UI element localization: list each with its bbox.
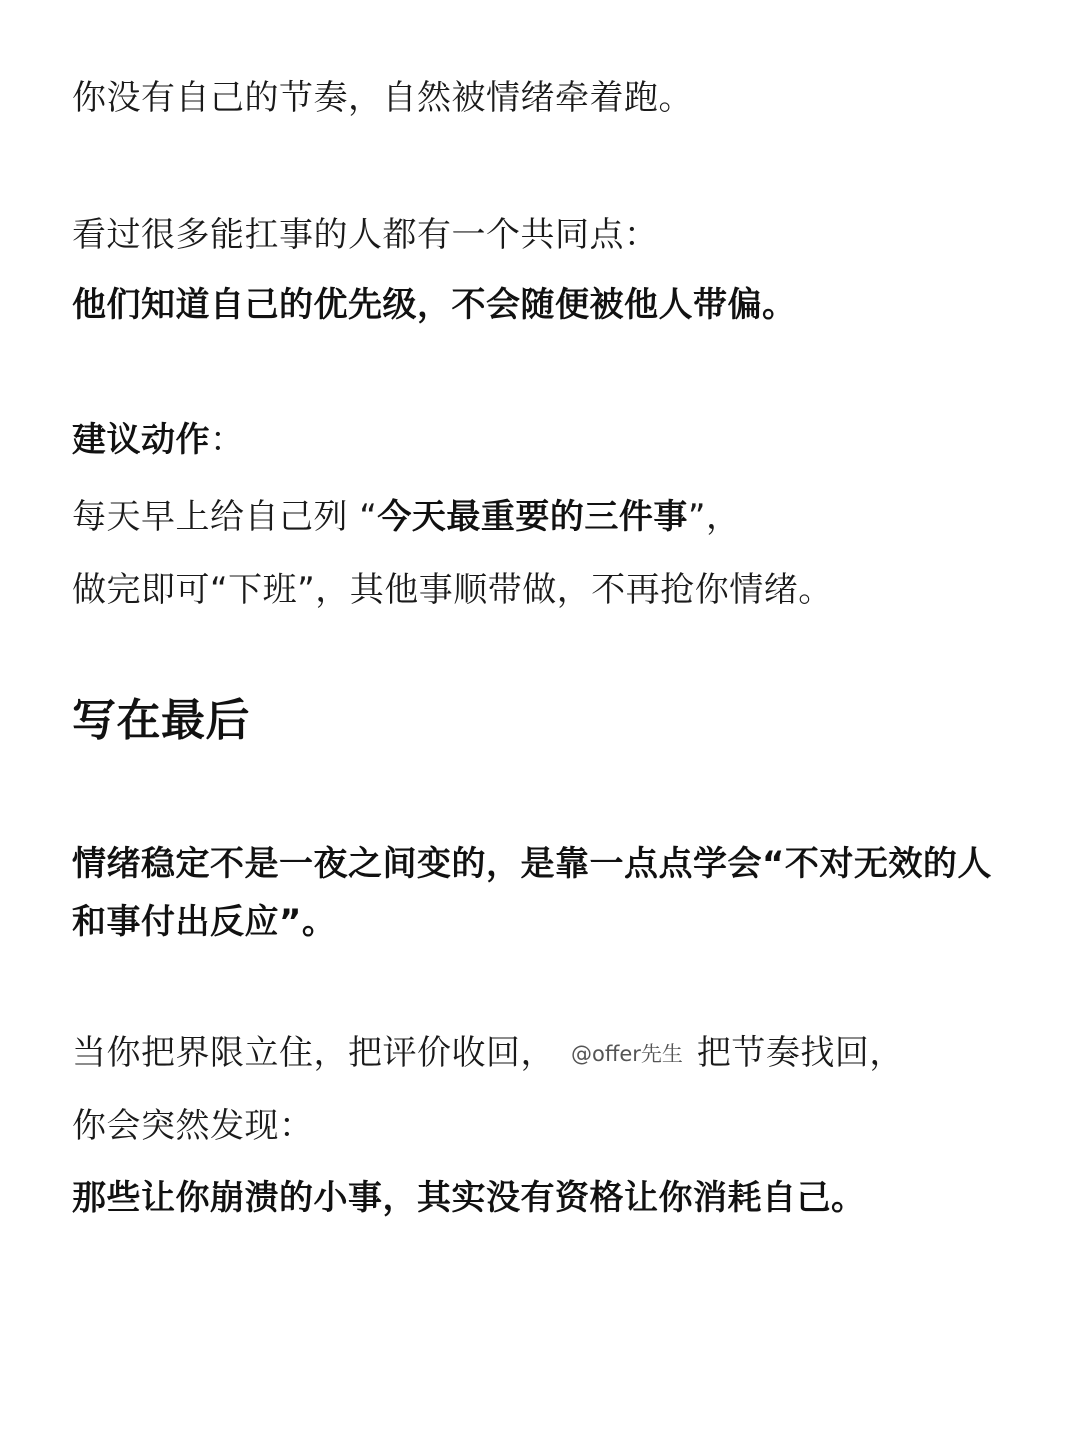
boundaries-suffix: 把节奏找回， <box>696 1033 904 1073</box>
watermark-text: @offer先生 <box>571 1042 683 1066</box>
paragraph-three-things <box>72 497 1012 537</box>
suggestion-label-colon: ： <box>210 420 245 460</box>
paragraph-conclusion: 那些让你崩溃的小事，其实没有资格让你消耗自己。 <box>72 1178 866 1218</box>
boundaries-prefix: 当你把界限立住，把评价收回， <box>72 1033 555 1073</box>
paragraph-common-point: 看过很多能扛事的人都有一个共同点： <box>72 215 659 255</box>
paragraph-rhythm: 你没有自己的节奏，自然被情绪牵着跑。 <box>72 78 693 118</box>
three-things-prefix: 每天早上给自己列 “ <box>72 497 378 537</box>
suggestion-label-text: 建议动作 <box>72 420 210 460</box>
paragraph-stability: 情绪稳定不是一夜之间变的，是靠一点点学会“不对无效的人和事付出反应”。 <box>72 844 992 942</box>
three-things-emphasis: 今天最重要的三件事 <box>377 497 688 537</box>
suggestion-label <box>72 420 1012 460</box>
paragraph-boundaries <box>72 1033 1012 1074</box>
section-heading: 写在最后 <box>72 695 250 746</box>
paragraph-off-work: 做完即可“下班”，其他事顺带做，不再抢你情绪。 <box>72 570 833 610</box>
paragraph-discover: 你会突然发现： <box>72 1106 314 1146</box>
three-things-suffix: ”， <box>687 497 741 537</box>
paragraph-priority: 他们知道自己的优先级，不会随便被他人带偏。 <box>72 285 797 325</box>
